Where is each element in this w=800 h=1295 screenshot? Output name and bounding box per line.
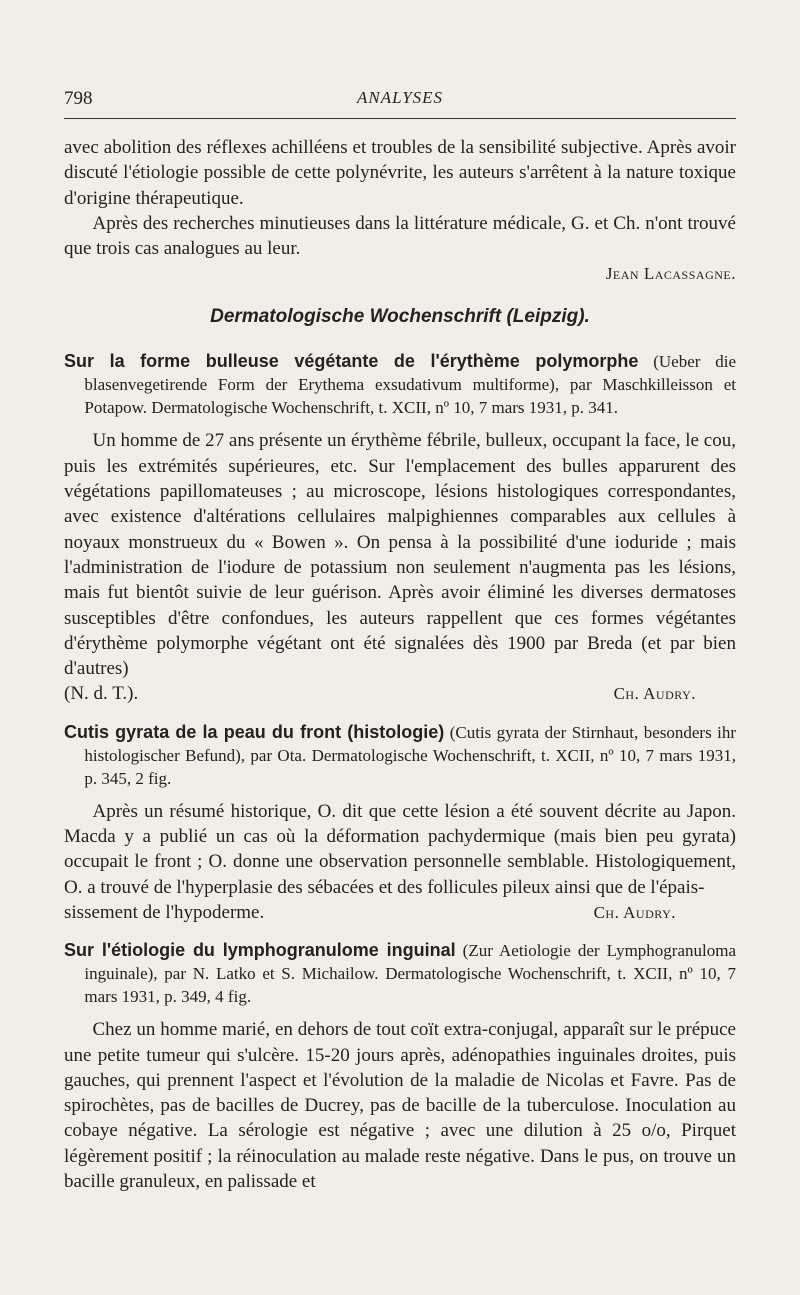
- section-title: Dermatologische Wochenschrift (Leipzig).: [210, 306, 590, 328]
- running-head: ANALYSES: [356, 88, 444, 107]
- page-number: 798: [64, 88, 93, 109]
- abstract-entry-3: [64, 939, 736, 1194]
- entry-body-end: sissement de l'hypoderme.: [64, 901, 265, 923]
- entry-title: Cutis gyrata de la peau du front (histologie): [64, 721, 445, 742]
- entry-title: Sur l'étiologie du lymphogranulome inguinal: [64, 940, 456, 961]
- entry-footer: [64, 900, 736, 925]
- entry-citation: (Zur Aetiologie der Lymphogranuloma inguinale), par N. Latko et S. Michailow. Dermatologische Wochenschrift, t. XCII, nº 10, 7 mars 1931, p. 349, 4 fig.: [84, 941, 736, 1007]
- entry-citation: (Cutis gyrata der Stirnhaut, besonders ihr histologischer Befund), par Ota. Dermatologische Wochenschrift, t. XCII, nº 10, 7 mars 1931, p. 345, 2 fig.: [84, 722, 737, 788]
- entry-body-end: (N. d. T.).: [64, 683, 139, 705]
- intro-signature: Jean Lacassagne.: [605, 264, 736, 284]
- entry-signature: Ch. Audry.: [593, 902, 676, 922]
- entry-title: Sur la forme bulleuse végétante de l'érythème polymorphe: [64, 351, 639, 372]
- entry-body: Après un résumé historique, O. dit que cette lésion a été souvent décrite au Japon. Macda y a publié un cas où la déformation pachydermique (mais bien peu gyrata) occupait le front ; O. donne une observation personnelle semblable. Histologiquement, O. a trouvé de l'hyperplasie des sébacées et des follicules pileux ainsi que de l'épais-: [64, 800, 736, 898]
- entry-reference: [64, 939, 736, 1008]
- abstract-entry-2: [64, 721, 736, 925]
- page-content: [64, 135, 736, 1194]
- entry-body: Un homme de 27 ans présente un érythème fébrile, bulleux, occupant la face, le cou, puis les extrémités supérieures, etc. Sur l'emplacement des bulles apparurent des végétations papillomateuses ; au microscope, lésions histologiques correspondantes, avec existence d'altérations cellulaires malpighiennes comparables aux cellules à noyaux monstrueux du « Bowen ». On pensa à la possibilité d'une ioduride ; mais l'administration de l'iodure de potassium non seulement n'augmenta pas les lésions, mais fut bientôt suivie de leur guérison. Après avoir éliminé les diverses dermatoses susceptibles d'être confondues, les auteurs rappellent que ces formes végétantes d'érythème polymorphe végétant ont été signalées dès 1900 par Breda (et par bien d'autres): [64, 430, 736, 680]
- intro-paragraph-1: avec abolition des réflexes achilléens et troubles de la sensibilité subjective. Après avoir discuté l'étiologie possible de cette polynévrite, les auteurs s'arrêtent à la nature toxique d'origine thérapeutique.: [64, 137, 736, 209]
- intro-paragraph-2: Après des recherches minutieuses dans la littérature médicale, G. et Ch. n'ont trouvé que trois cas analogues au leur.: [64, 212, 736, 260]
- entry-signature: Ch. Audry.: [613, 684, 696, 704]
- entry-citation: (Ueber die blasenvegetirende Form der Erythema exsudativum multiforme), par Maschkilleisson et Potapow. Dermatologische Wochenschrift, t. XCII, nº 10, 7 mars 1931, p. 341.: [84, 352, 736, 418]
- entry-reference: [64, 350, 736, 419]
- abstract-entry-1: [64, 350, 736, 706]
- entry-reference: [64, 721, 736, 790]
- entry-footer: [64, 681, 736, 706]
- entry-body: Chez un homme marié, en dehors de tout coït extra-conjugal, apparaît sur le prépuce une petite tumeur qui s'ulcère. 15-20 jours après, adénopathies inguinales droites, puis gauches, qui prennent l'aspect et l'évolution de la maladie de Nicolas et Favre. Pas de spirochètes, pas de bacilles de Ducrey, pas de bacille de la tuberculose. Inoculation au cobaye négative. La sérologie est négative ; avec une dilution à 25 o/o, Pirquet légèrement positif ; la réinoculation au malade reste négative. Dans le pus, on trouve un bacille granuleux, en palissade et: [64, 1019, 736, 1193]
- page-header: [64, 88, 736, 119]
